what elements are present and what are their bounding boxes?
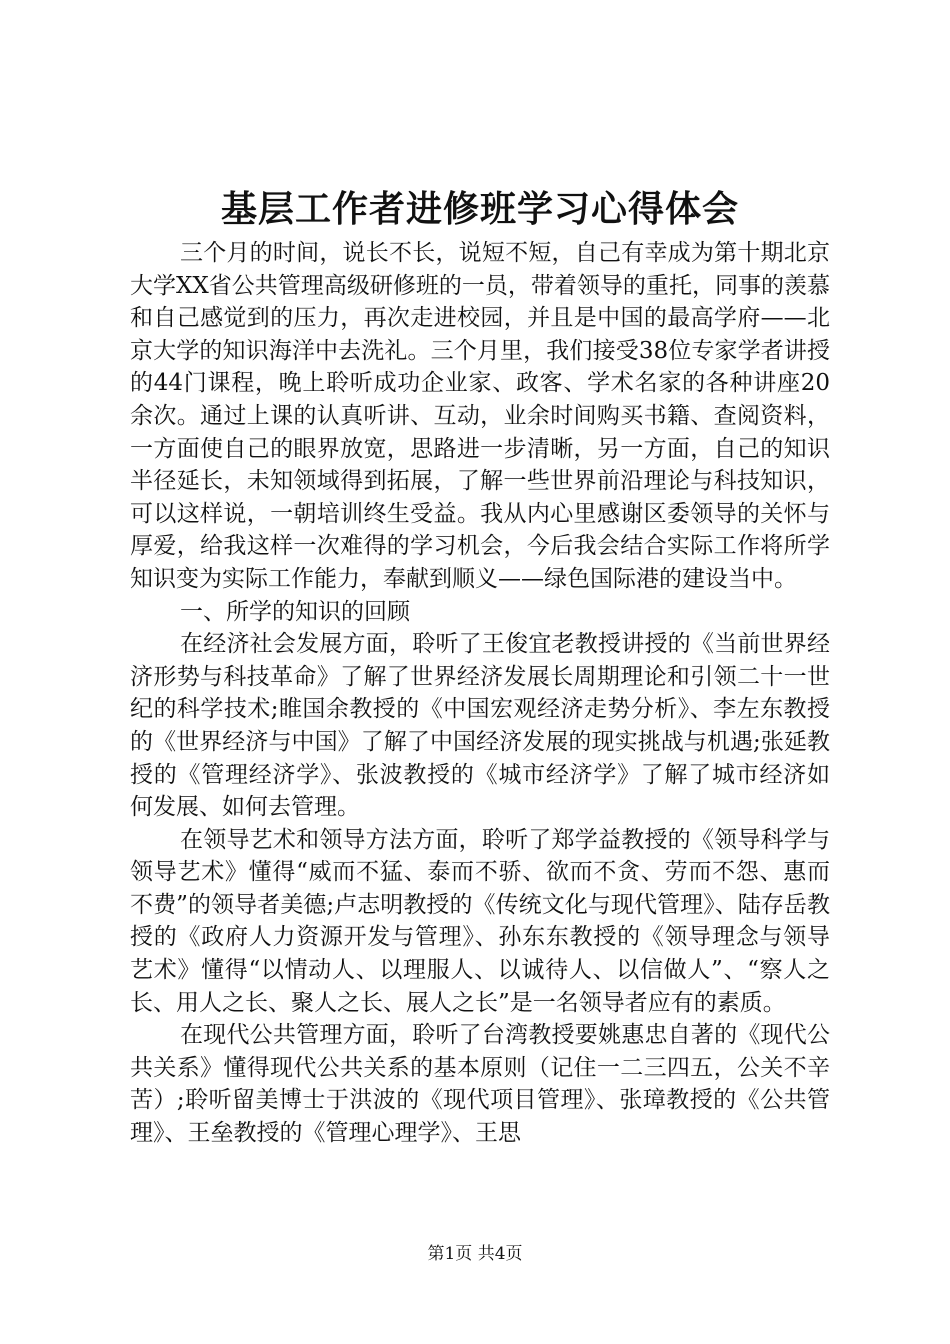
page-footer: 第1页 共4页	[427, 1244, 523, 1264]
paragraph-public-management: 在现代公共管理方面，聆听了台湾教授要姚惠忠自著的《现代公共关系》懂得现代公共关系的基本原则（记住一二三四五，公关不辛苦）;聆听留美博士于洪波的《现代项目管理》、张璋教授的《公共管理》、王垒教授的《管理心理学》、王思	[130, 1022, 830, 1147]
paragraph-intro: 三个月的时间，说长不长，说短不短，自己有幸成为第十期北京大学XX省公共管理高级研修班的一员，带着领导的重托，同事的羡慕和自己感觉到的压力，再次走进校园，并且是中国的最高学府——北京大学的知识海洋中去洗礼。三个月里，我们接受38位专家学者讲授的44门课程，晚上聆听成功企业家、政客、学术名家的各种讲座20余次。通过上课的认真听讲、互动，业余时间购买书籍、查阅资料，一方面使自己的眼界放宽，思路进一步清晰，另一方面，自己的知识半径延长，未知领域得到拓展，了解一些世界前沿理论与科技知识，可以这样说，一朝培训终生受益。我从内心里感谢区委领导的关怀与厚爱，给我这样一次难得的学习机会，今后我会结合实际工作将所学知识变为实际工作能力，奉献到顺义——绿色国际港的建设当中。	[130, 240, 830, 592]
section-heading: 一、所学的知识的回顾	[180, 598, 410, 625]
document-body	[130, 237, 830, 1150]
paragraph-economy: 在经济社会发展方面，聆听了王俊宜老教授讲授的《当前世界经济形势与科技革命》了解了世界经济发展长周期理论和引领二十一世纪的科学技术;睢国余教授的《中国宏观经济走势分析》、李左东教授的《世界经济与中国》了解了中国经济发展的现实挑战与机遇;张延教授的《管理经济学》、张波教授的《城市经济学》了解了城市经济如何发展、如何去管理。	[130, 631, 830, 821]
paragraph-leadership: 在领导艺术和领导方法方面，聆听了郑学益教授的《领导科学与领导艺术》懂得“威而不猛、泰而不骄、欲而不贪、劳而不怨、惠而不费”的领导者美德;卢志明教授的《传统文化与现代管理》、陆存岳教授的《政府人力资源开发与管理》、孙东东教授的《领导理念与领导艺术》懂得“以情动人、以理服人、以诚待人、以信做人”、“察人之长、用人之长、聚人之长、展人之长”是一名领导者应有的素质。	[130, 826, 830, 1016]
document-title: 基层工作者进修班学习心得体会	[220, 188, 739, 230]
